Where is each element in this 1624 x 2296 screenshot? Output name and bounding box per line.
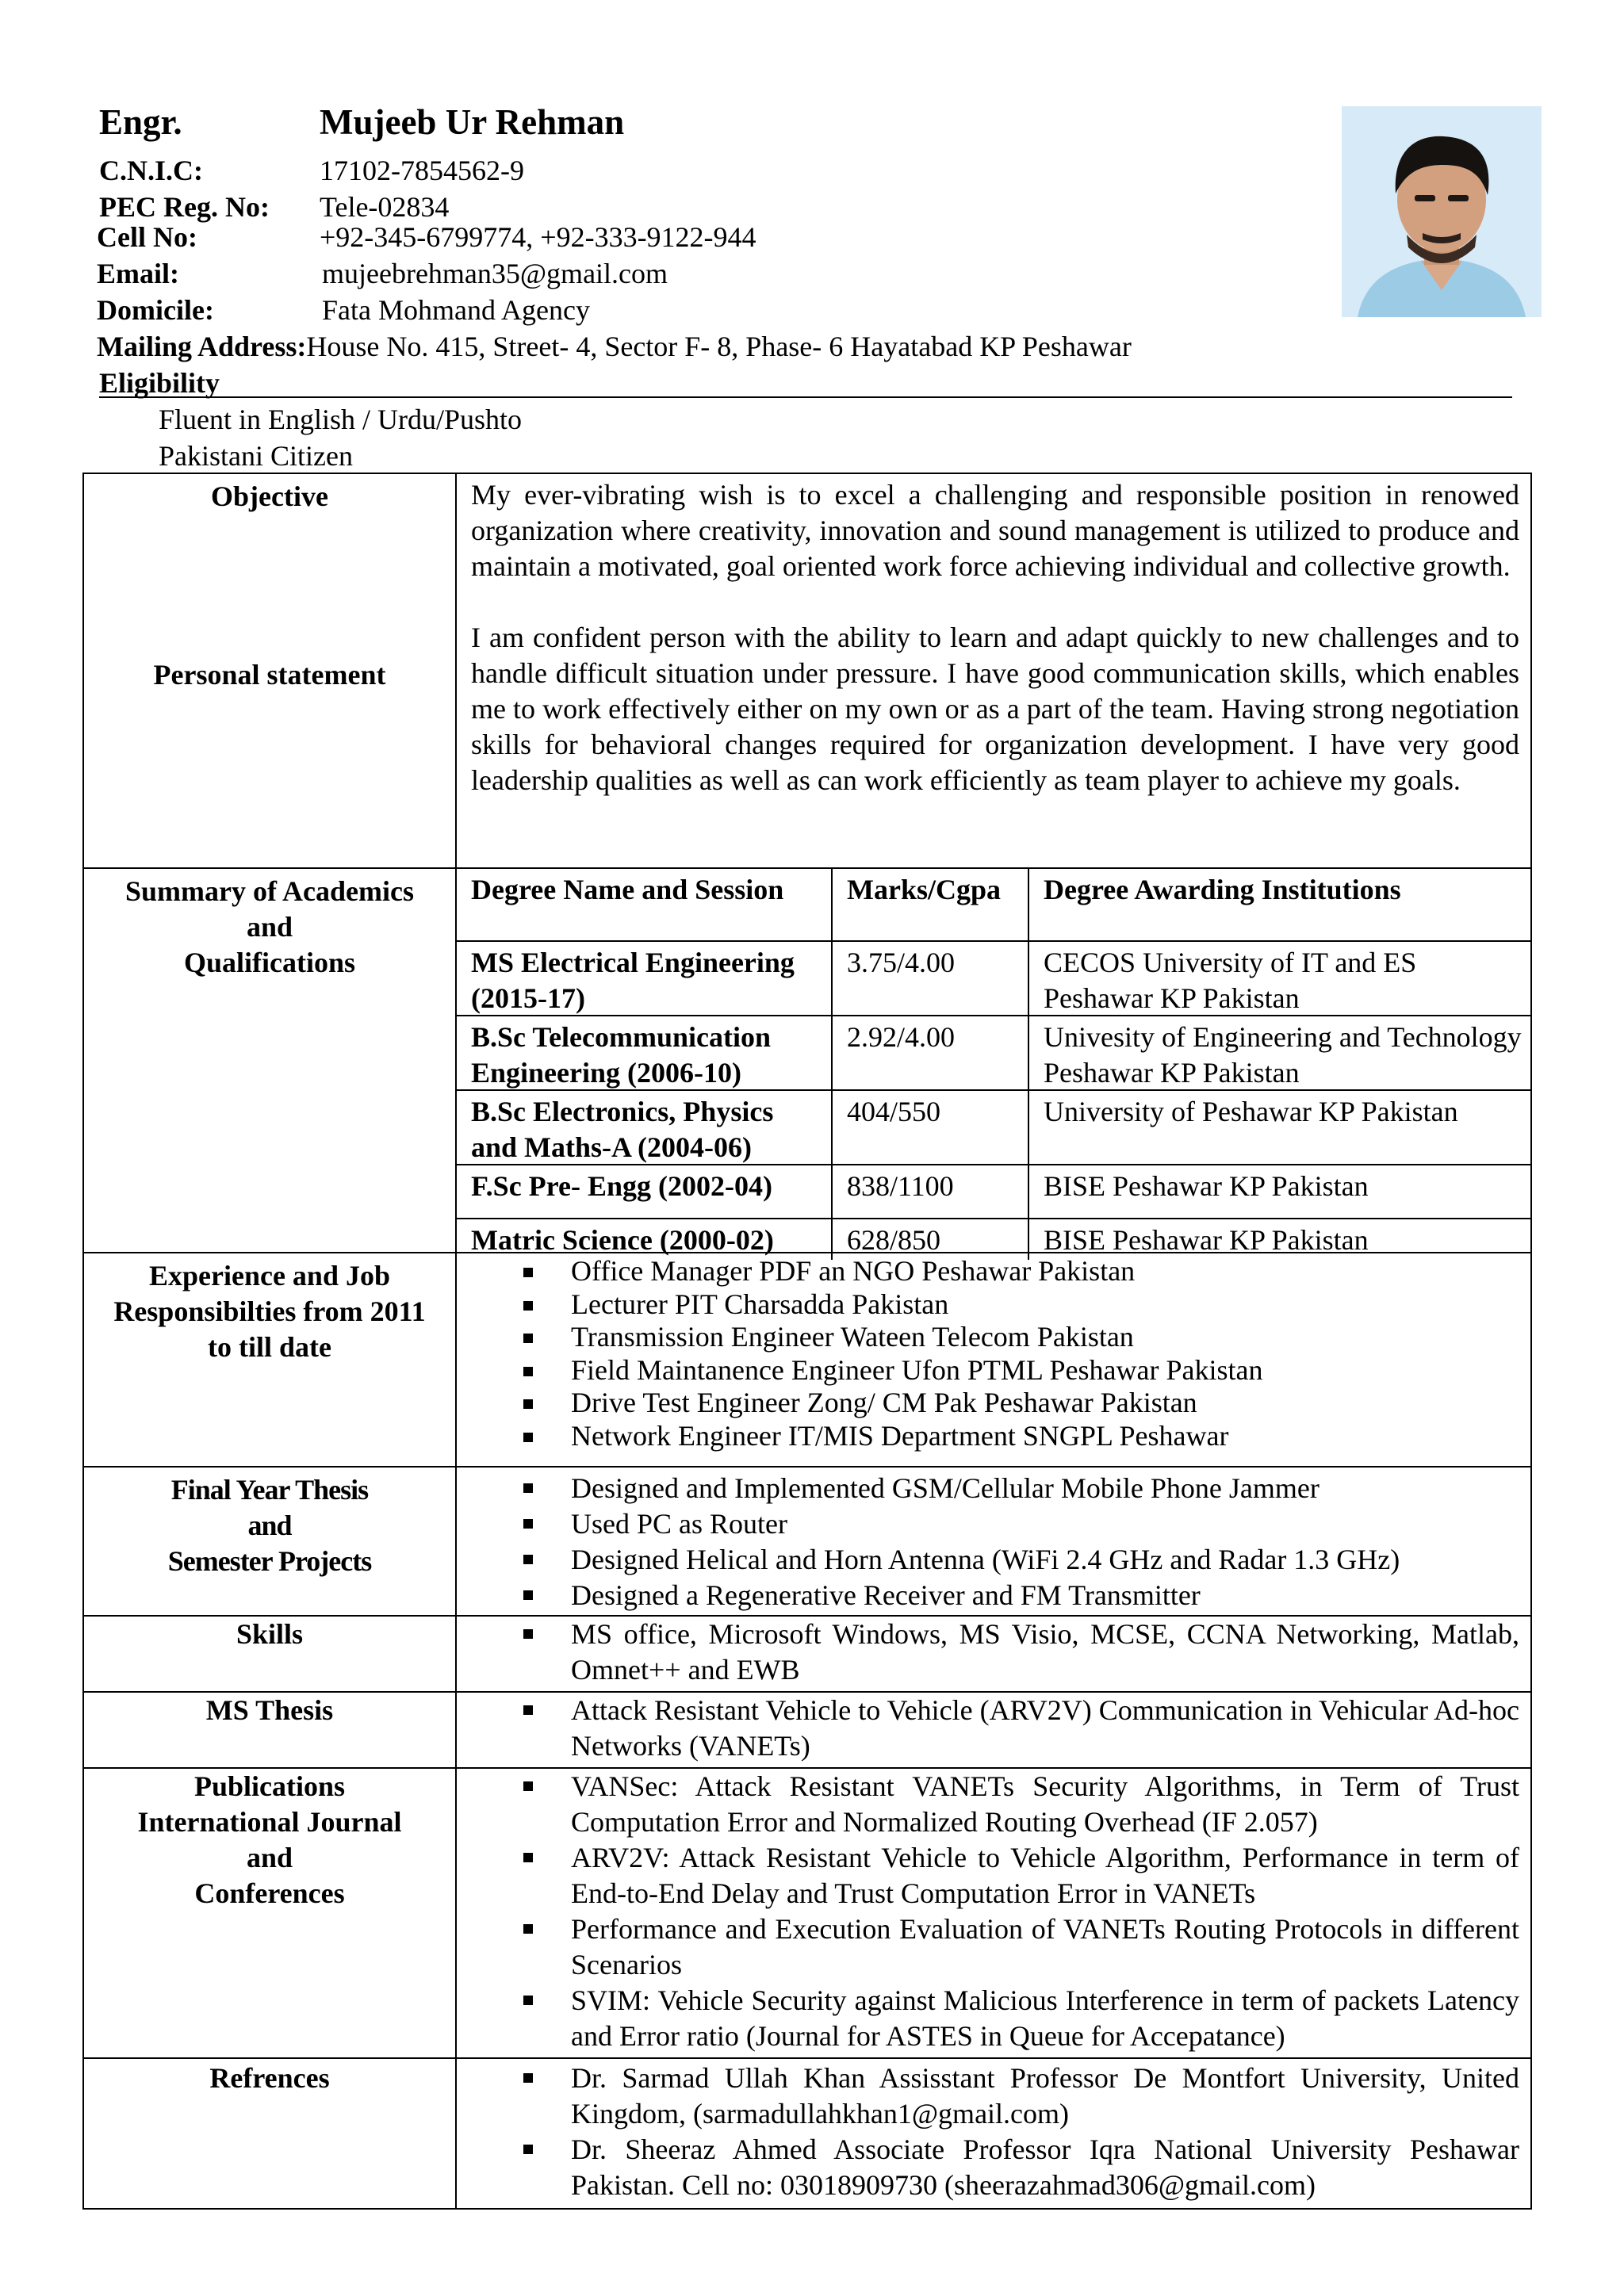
pec-label: PEC Reg. No:: [99, 191, 270, 223]
eligibility-divider: [99, 396, 1512, 398]
pec-value: Tele-02834: [320, 191, 450, 223]
experience-label-line: to till date: [208, 1331, 331, 1363]
experience-row: [84, 1252, 1530, 1466]
experience-label-line: Experience and Job: [148, 1260, 390, 1292]
final-year-thesis-row: [84, 1466, 1530, 1615]
institution-cell: BISE Peshawar KP Pakistan: [1044, 1170, 1369, 1202]
references-content-cell: [457, 2059, 1530, 2208]
pec-row: [99, 190, 449, 224]
academics-table-row: [457, 1089, 1530, 1164]
list-item: Used PC as Router: [471, 1506, 1519, 1542]
objective-label-cell: [84, 474, 457, 867]
ms-thesis-label: MS Thesis: [84, 1693, 457, 1767]
domicile-label: Domicile:: [97, 294, 214, 326]
academics-table-row: [457, 1015, 1530, 1089]
thesis-list: [471, 1471, 1519, 1613]
personal-statement-text: I am confident person with the ability to learn and adapt quickly to new challenges and to handle difficult situation under pressure. I have good communication skills, which enables me to work effectively either on my own or as a part of the team. Having strong negotiation skills for behavioral changes required for organization development. I have very good leadership qualities as well as can work efficiently as team player to achieve my goals.: [471, 622, 1519, 796]
marks-cell: 404/550: [833, 1091, 1029, 1164]
references-list: [471, 2061, 1519, 2203]
degree-cell: B.Sc Telecommunication Engineering (2006-10): [457, 1016, 833, 1089]
publications-content-cell: [457, 1769, 1530, 2057]
objective-content-cell: [457, 474, 1530, 867]
skills-row: [84, 1615, 1530, 1691]
thesis-label-line: Final Year Thesis: [170, 1474, 369, 1506]
email-value: mujeebrehman35@gmail.com: [322, 258, 668, 289]
thesis-label-line: and: [247, 1510, 292, 1541]
list-item: Designed a Regenerative Receiver and FM Transmitter: [471, 1578, 1519, 1613]
list-item: Dr. Sheeraz Ahmed Associate Professor Iqra National University Peshawar Pakistan. Cell no: 03018909730 (sheerazahmad306@gmail.com): [471, 2132, 1519, 2203]
skills-content-cell: [457, 1617, 1530, 1691]
eligibility-item: Pakistani Citizen: [159, 440, 353, 472]
list-item: Attack Resistant Vehicle to Vehicle (ARV2V) Communication in Vehicular Ad-hoc Networks (VANETs): [471, 1693, 1519, 1764]
academics-label-line: Summary of Academics: [125, 875, 414, 907]
academics-label-line: Qualifications: [183, 947, 356, 978]
list-item: ARV2V: Attack Resistant Vehicle to Vehicle Algorithm, Performance in term of End-to-End Delay and Trust Computation Error in VANETs: [471, 1840, 1519, 1911]
academics-label-cell: [84, 869, 457, 1252]
list-item: SVIM: Vehicle Security against Malicious Interference in term of packets Latency and Error ratio (Journal for ASTES in Queue for Accepatance): [471, 1983, 1519, 2054]
objective-text: My ever-vibrating wish is to excel a challenging and responsible position in renowed organization where creativity, innovation and sound management is utilized to produce and maintain a motivated, goal oriented work force achieving individual and collective growth.: [471, 479, 1519, 582]
list-item: Designed and Implemented GSM/Cellular Mobile Phone Jammer: [471, 1471, 1519, 1506]
list-item: Field Maintanence Engineer Ufon PTML Peshawar Pakistan: [471, 1354, 1519, 1387]
cnic-row: [99, 154, 524, 187]
experience-list: [471, 1255, 1519, 1452]
cell-label: Cell No:: [97, 221, 197, 253]
references-row: [84, 2057, 1530, 2208]
address-row: [97, 330, 1132, 363]
list-item: Office Manager PDF an NGO Peshawar Pakistan: [471, 1255, 1519, 1288]
thesis-label-cell: [84, 1468, 457, 1615]
address-value: House No. 415, Street- 4, Sector F- 8, Phase- 6 Hayatabad KP Peshawar: [306, 331, 1132, 362]
marks-cell: 838/1100: [833, 1165, 1029, 1218]
cell-value: +92-345-6799774, +92-333-9122-944: [320, 221, 756, 253]
references-label: Refrences: [84, 2059, 457, 2208]
eligibility-item: Fluent in English / Urdu/Pushto: [159, 404, 523, 435]
col-institution-header: Degree Awarding Institutions: [1044, 874, 1401, 905]
name-row: [99, 101, 1352, 149]
cell-row: [97, 220, 756, 254]
degree-cell: MS Electrical Engineering (2015-17): [457, 942, 833, 1015]
skills-label: Skills: [84, 1617, 457, 1691]
objective-row: [84, 474, 1530, 867]
personal-statement-label: Personal statement: [153, 659, 386, 691]
institution-cell: BISE Peshawar KP Pakistan: [1044, 1224, 1369, 1256]
title-prefix: Engr.: [99, 102, 182, 142]
list-item: Transmission Engineer Wateen Telecom Pakistan: [471, 1321, 1519, 1354]
experience-label-line: Responsibilties from 2011: [113, 1295, 426, 1327]
academics-header-row: [457, 869, 1530, 940]
email-label: Email:: [97, 258, 179, 289]
list-item: Performance and Execution Evaluation of VANETs Routing Protocols in different Scenarios: [471, 1911, 1519, 1983]
experience-label-cell: [84, 1253, 457, 1466]
publications-list: [471, 1769, 1519, 2054]
cnic-value: 17102-7854562-9: [320, 155, 524, 186]
col-degree-header: Degree Name and Session: [457, 869, 833, 940]
academics-row: [84, 867, 1530, 1256]
list-item: Lecturer PIT Charsadda Pakistan: [471, 1288, 1519, 1322]
marks-cell: 628/850: [833, 1219, 1029, 1260]
profile-photo: [1342, 106, 1542, 317]
institution-cell: Univesity of Engineering and Technology Peshawar KP Pakistan: [1044, 1021, 1522, 1089]
email-row: [97, 257, 668, 290]
list-item: Designed Helical and Horn Antenna (WiFi 2.4 GHz and Radar 1.3 GHz): [471, 1542, 1519, 1578]
list-item: Dr. Sarmad Ullah Khan Assisstant Professor De Montfort University, United Kingdom, (sarmadullahkhan1@gmail.com): [471, 2061, 1519, 2132]
publications-label-line: Conferences: [194, 1877, 345, 1909]
thesis-label-line: Semester Projects: [167, 1545, 372, 1577]
publications-row: [84, 1767, 1530, 2057]
profile-photo-image: [1342, 106, 1542, 317]
degree-cell: B.Sc Electronics, Physics and Maths-A (2004-06): [457, 1091, 833, 1164]
col-marks-header: Marks/Cgpa: [833, 869, 1029, 940]
institution-cell: University of Peshawar KP Pakistan: [1044, 1096, 1458, 1127]
publications-label-line: International Journal: [137, 1806, 402, 1838]
list-item: Network Engineer IT/MIS Department SNGPL Peshawar: [471, 1420, 1519, 1453]
academics-label-line: and: [246, 911, 293, 943]
ms-thesis-content-cell: [457, 1693, 1530, 1767]
academics-table-row: [457, 940, 1530, 1015]
header: [99, 101, 1352, 149]
thesis-content-cell: [457, 1468, 1530, 1615]
cnic-label: C.N.I.C:: [99, 155, 203, 186]
experience-content-cell: [457, 1253, 1530, 1466]
eligibility-heading: Eligibility: [99, 367, 220, 399]
academics-table: [457, 869, 1530, 1256]
institution-cell: CECOS University of IT and ES Peshawar KP Pakistan: [1044, 947, 1417, 1014]
list-item: Drive Test Engineer Zong/ CM Pak Peshawar Pakistan: [471, 1387, 1519, 1420]
marks-cell: 3.75/4.00: [833, 942, 1029, 1015]
marks-cell: 2.92/4.00: [833, 1016, 1029, 1089]
ms-thesis-list: [471, 1693, 1519, 1764]
list-item: MS office, Microsoft Windows, MS Visio, MCSE, CCNA Networking, Matlab, Omnet++ and EWB: [471, 1617, 1519, 1688]
address-label: Mailing Address:: [97, 331, 307, 362]
publications-label-line: Publications: [193, 1770, 346, 1802]
skills-list: [471, 1617, 1519, 1688]
objective-label: Objective: [211, 480, 328, 512]
academics-table-row: [457, 1164, 1530, 1218]
person-name: Mujeeb Ur Rehman: [320, 102, 625, 142]
list-item: VANSec: Attack Resistant VANETs Security Algorithms, in Term of Trust Computation Error and Normalized Routing Overhead (IF 2.057): [471, 1769, 1519, 1840]
ms-thesis-row: [84, 1691, 1530, 1767]
degree-cell: Matric Science (2000-02): [457, 1219, 833, 1260]
domicile-value: Fata Mohmand Agency: [322, 294, 590, 326]
degree-cell: F.Sc Pre- Engg (2002-04): [457, 1165, 833, 1218]
cv-table: [82, 473, 1532, 2210]
publications-label-cell: [84, 1769, 457, 2057]
publications-label-line: and: [246, 1842, 293, 1873]
domicile-row: [97, 293, 590, 327]
